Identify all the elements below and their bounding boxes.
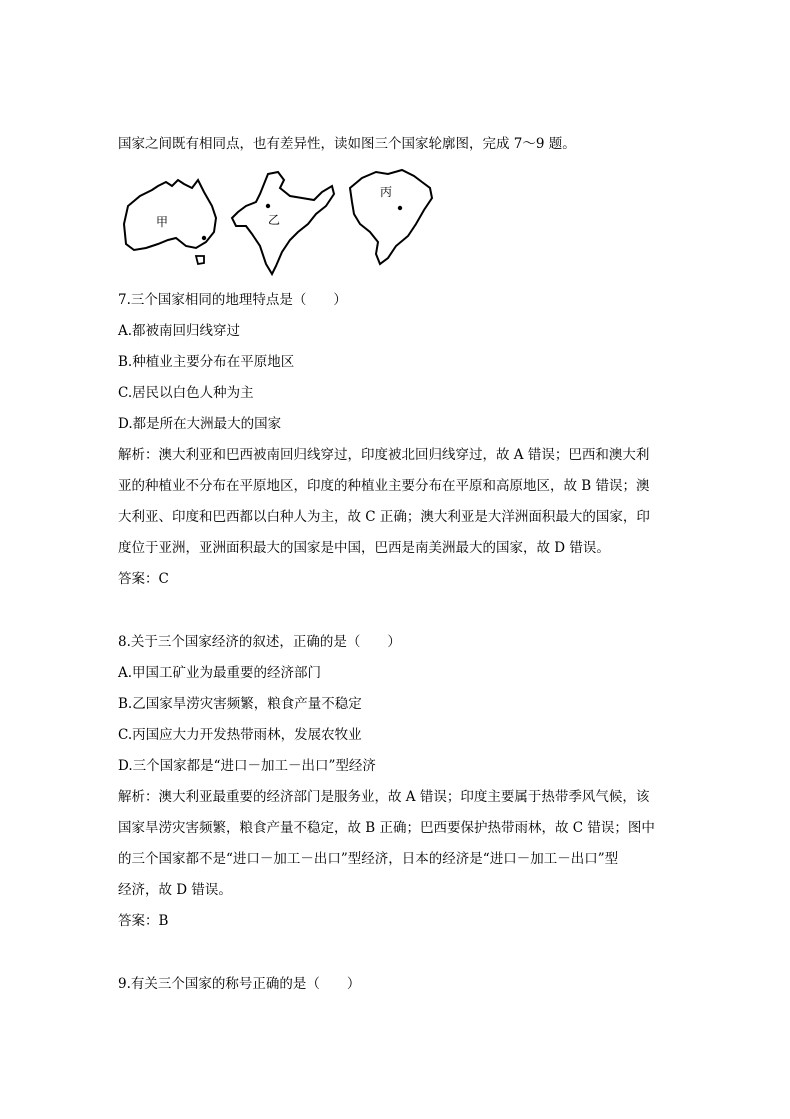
brazil-city-dot [398,206,402,210]
country-outline-map [118,166,448,280]
q8-analysis-line: 解析：澳大利亚最重要的经济部门是服务业，故 A 错误；印度主要属于热带季风气候，该 [118,789,650,805]
q8-option-b: B.乙国家旱涝灾害频繁，粮食产量不稳定 [118,696,362,712]
country-outline-figure [118,166,448,280]
q8-option-d: D.三个国家都是“进口－加工－出口”型经济 [118,758,376,774]
q8-option-c: C.丙国应大力开发热带雨林，发展农牧业 [118,727,362,743]
q7-analysis-line: 亚的种植业不分布在平原地区，印度的种植业主要分布在平原和高原地区，故 B 错误；澳 [118,478,650,494]
q7-analysis-line: 解析：澳大利亚和巴西被南回归线穿过，印度被北回归线穿过，故 A 错误；巴西和澳大利 [118,447,650,463]
q7-option-d: D.都是所在大洲最大的国家 [118,416,282,432]
q7-option-b: B.种植业主要分布在平原地区 [118,354,295,370]
label-yi: 乙 [268,213,281,227]
q7-answer: 答案：C [118,571,169,587]
q8-analysis-line: 经济，故 D 错误。 [118,882,232,898]
q8-stem: 8.关于三个国家经济的叙述，正确的是（ ） [118,634,401,650]
australia-city-dot [202,236,206,240]
q7-option-c: C.居民以白色人种为主 [118,385,254,401]
label-jia: 甲 [156,215,169,229]
q7-stem: 7.三个国家相同的地理特点是（ ） [118,292,347,308]
australia-outline [124,180,216,250]
intro-text: 国家之间既有相同点，也有差异性，读如图三个国家轮廓图，完成 7～9 题。 [118,136,576,152]
q8-analysis-line: 国家旱涝灾害频繁，粮食产量不稳定，故 B 正确；巴西要保护热带雨林，故 C 错误；图中 [118,820,655,836]
q7-option-a: A.都被南回归线穿过 [118,323,241,339]
q9-stem: 9.有关三个国家的称号正确的是（ ） [118,976,361,992]
india-outline [232,172,334,274]
q8-answer: 答案：B [118,913,169,929]
q7-analysis-line: 大利亚、印度和巴西都以白种人为主，故 C 正确；澳大利亚是大洋洲面积最大的国家，印 [118,509,650,525]
q8-option-a: A.甲国工矿业为最重要的经济部门 [118,665,322,681]
q7-analysis-line: 度位于亚洲，亚洲面积最大的国家是中国，巴西是南美洲最大的国家，故 D 错误。 [118,540,610,556]
label-bing: 丙 [380,185,393,199]
tasmania-outline [196,256,204,264]
q8-analysis-line: 的三个国家都不是“进口－加工－出口”型经济，日本的经济是“进口－加工－出口”型 [118,851,619,867]
india-city-dot [266,204,270,208]
